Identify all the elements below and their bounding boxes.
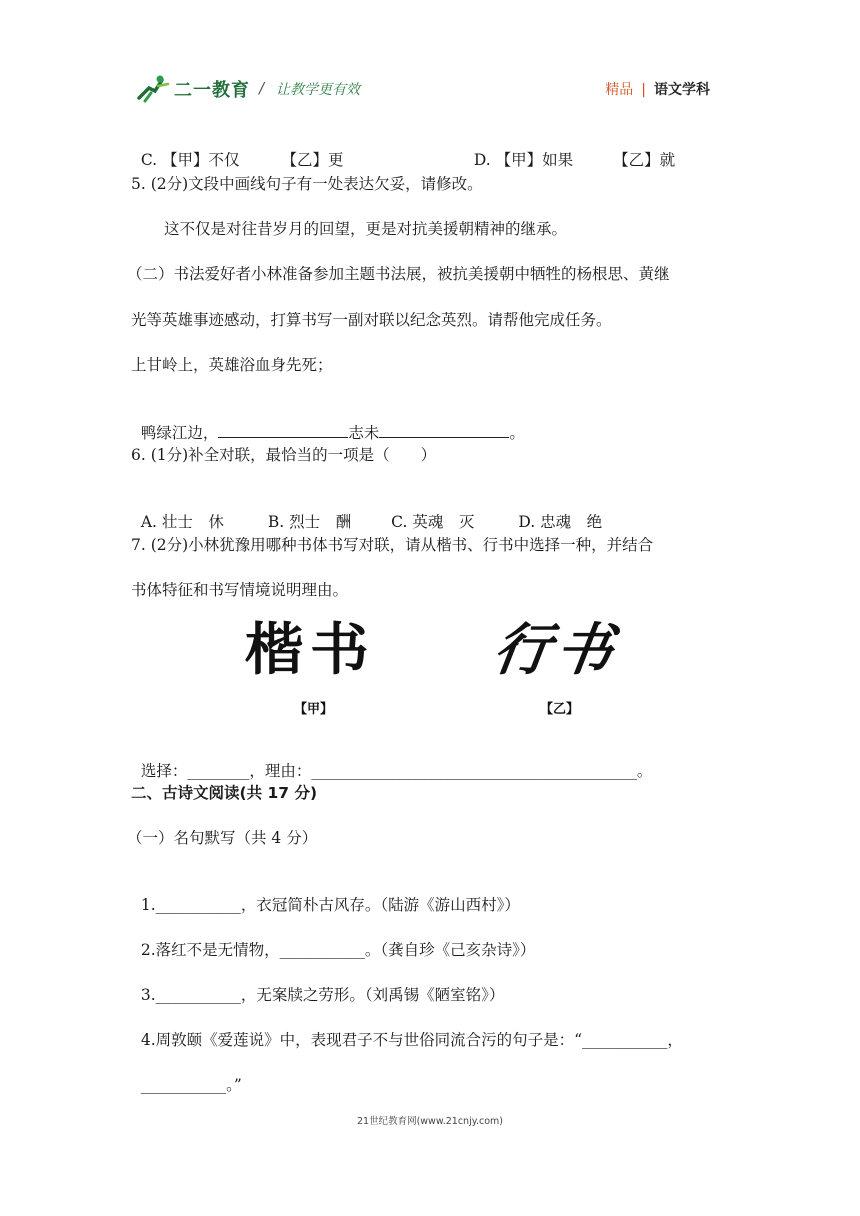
couplet-lower bbox=[131, 399, 525, 444]
header-divider: | bbox=[641, 82, 646, 98]
question-6: 6. (1分)补全对联，最恰当的一项是（ ） bbox=[131, 446, 437, 464]
passage-2-line-2: 光等英雄事迹感动，打算书写一副对联以纪念英烈。请帮他完成任务。 bbox=[131, 311, 612, 329]
memorize-1-num: 1. bbox=[140, 896, 156, 914]
couplet-upper: 上甘岭上，英雄浴血身先死； bbox=[131, 356, 333, 374]
memorize-2-text-a: 2.落红不是无情物， bbox=[140, 941, 280, 959]
couplet-blank-1[interactable] bbox=[218, 421, 348, 438]
options-cd bbox=[131, 127, 344, 171]
q6-option-a: A. 壮士 休 bbox=[140, 513, 224, 531]
header-right bbox=[605, 79, 710, 99]
passage-2-line-1: （二）书法爱好者小林准备参加主题书法展，被抗美援朝中牺牲的杨根思、黄继 bbox=[127, 265, 670, 283]
label-jia: 【甲】 bbox=[294, 702, 334, 717]
memorize-2-blank[interactable]: ___________ bbox=[279, 941, 365, 959]
reason-end: 。 bbox=[636, 762, 653, 780]
memorize-4-blank-1[interactable]: ___________ bbox=[582, 1031, 668, 1049]
answer-choice-line bbox=[131, 738, 652, 782]
page-header bbox=[136, 72, 726, 106]
couplet-blank-2[interactable] bbox=[379, 421, 509, 438]
couplet-lower-start: 鸭绿江边， bbox=[140, 424, 219, 442]
memorize-3-blank[interactable]: ___________ bbox=[155, 986, 241, 1004]
memorize-4-cont bbox=[131, 1052, 242, 1096]
option-c-jia: C. 【甲】不仅 bbox=[140, 151, 240, 169]
question-7-line-1: 7. (2分)小林犹豫用哪种书体书写对联，请从楷书、行书中选择一种，并结合 bbox=[131, 536, 654, 554]
memorize-4-comma: ， bbox=[667, 1031, 683, 1049]
choice-blank[interactable]: ________ bbox=[187, 762, 250, 780]
page-footer: 21世纪教育网(www.21cnjy.com) bbox=[356, 1116, 503, 1127]
section-2-subheading: （一）名句默写（共 4 分） bbox=[127, 829, 318, 847]
choice-label: 选择： bbox=[140, 762, 188, 780]
question-6-options bbox=[131, 489, 602, 533]
logo bbox=[136, 74, 250, 104]
memorize-3 bbox=[131, 962, 504, 1006]
logo-text: 二一教育 bbox=[174, 80, 250, 101]
couplet-lower-end: 。 bbox=[509, 424, 525, 442]
memorize-2-text-b: 。（龚自珍《己亥杂诗》） bbox=[364, 941, 536, 959]
memorize-1-text: ，衣冠简朴古风存。（陆游《游山西村》） bbox=[240, 896, 520, 914]
option-d-jia: D. 【甲】如果 bbox=[473, 151, 574, 169]
couplet-lower-mid: 志未 bbox=[348, 424, 380, 442]
option-c-yi: 【乙】更 bbox=[281, 151, 344, 169]
reason-label: ，理由： bbox=[249, 762, 312, 780]
section-2-heading: 二、古诗文阅读(共 17 分) bbox=[131, 784, 318, 802]
option-d-yi: 【乙】就 bbox=[613, 151, 676, 169]
memorize-4-end: 。” bbox=[226, 1076, 242, 1094]
memorize-1 bbox=[131, 872, 520, 916]
runner-logo-icon bbox=[136, 74, 170, 104]
slogan: 让教学更有效 bbox=[276, 82, 360, 98]
memorize-1-blank[interactable]: ___________ bbox=[155, 896, 241, 914]
memorize-3-num: 3. bbox=[140, 986, 156, 1004]
premium-label: 精品 bbox=[605, 82, 634, 98]
memorize-2 bbox=[131, 917, 535, 961]
subject-label: 语文学科 bbox=[654, 82, 710, 98]
q6-option-b: B. 烈士 酬 bbox=[267, 513, 352, 531]
q6-option-c: C. 英魂 灭 bbox=[391, 513, 475, 531]
slogan-separator: / bbox=[259, 79, 265, 97]
question-5-sentence: 这不仅是对往昔岁月的回望，更是对抗美援朝精神的继承。 bbox=[164, 220, 568, 238]
calligraphy-xingshu: 行书 bbox=[489, 617, 623, 683]
reason-blank[interactable]: __________________________________________ bbox=[311, 762, 637, 780]
calligraphy-kaishu: 楷书 bbox=[244, 617, 376, 683]
question-7-line-2: 书体特征和书写情境说明理由。 bbox=[131, 581, 349, 599]
memorize-3-text: ，无案牍之劳形。（刘禹锡《陋室铭》） bbox=[240, 986, 505, 1004]
memorize-4-blank-2[interactable]: ___________ bbox=[140, 1076, 227, 1094]
memorize-4-text: 4.周敦颐《爱莲说》中，表现君子不与世俗同流合污的句子是：“ bbox=[140, 1031, 583, 1049]
question-5: 5. (2分)文段中画线句子有一处表达欠妥，请修改。 bbox=[131, 175, 483, 193]
label-yi: 【乙】 bbox=[540, 702, 580, 717]
q6-option-d: D. 忠魂 绝 bbox=[518, 513, 603, 531]
options-d bbox=[464, 127, 675, 171]
memorize-4 bbox=[131, 1007, 683, 1051]
